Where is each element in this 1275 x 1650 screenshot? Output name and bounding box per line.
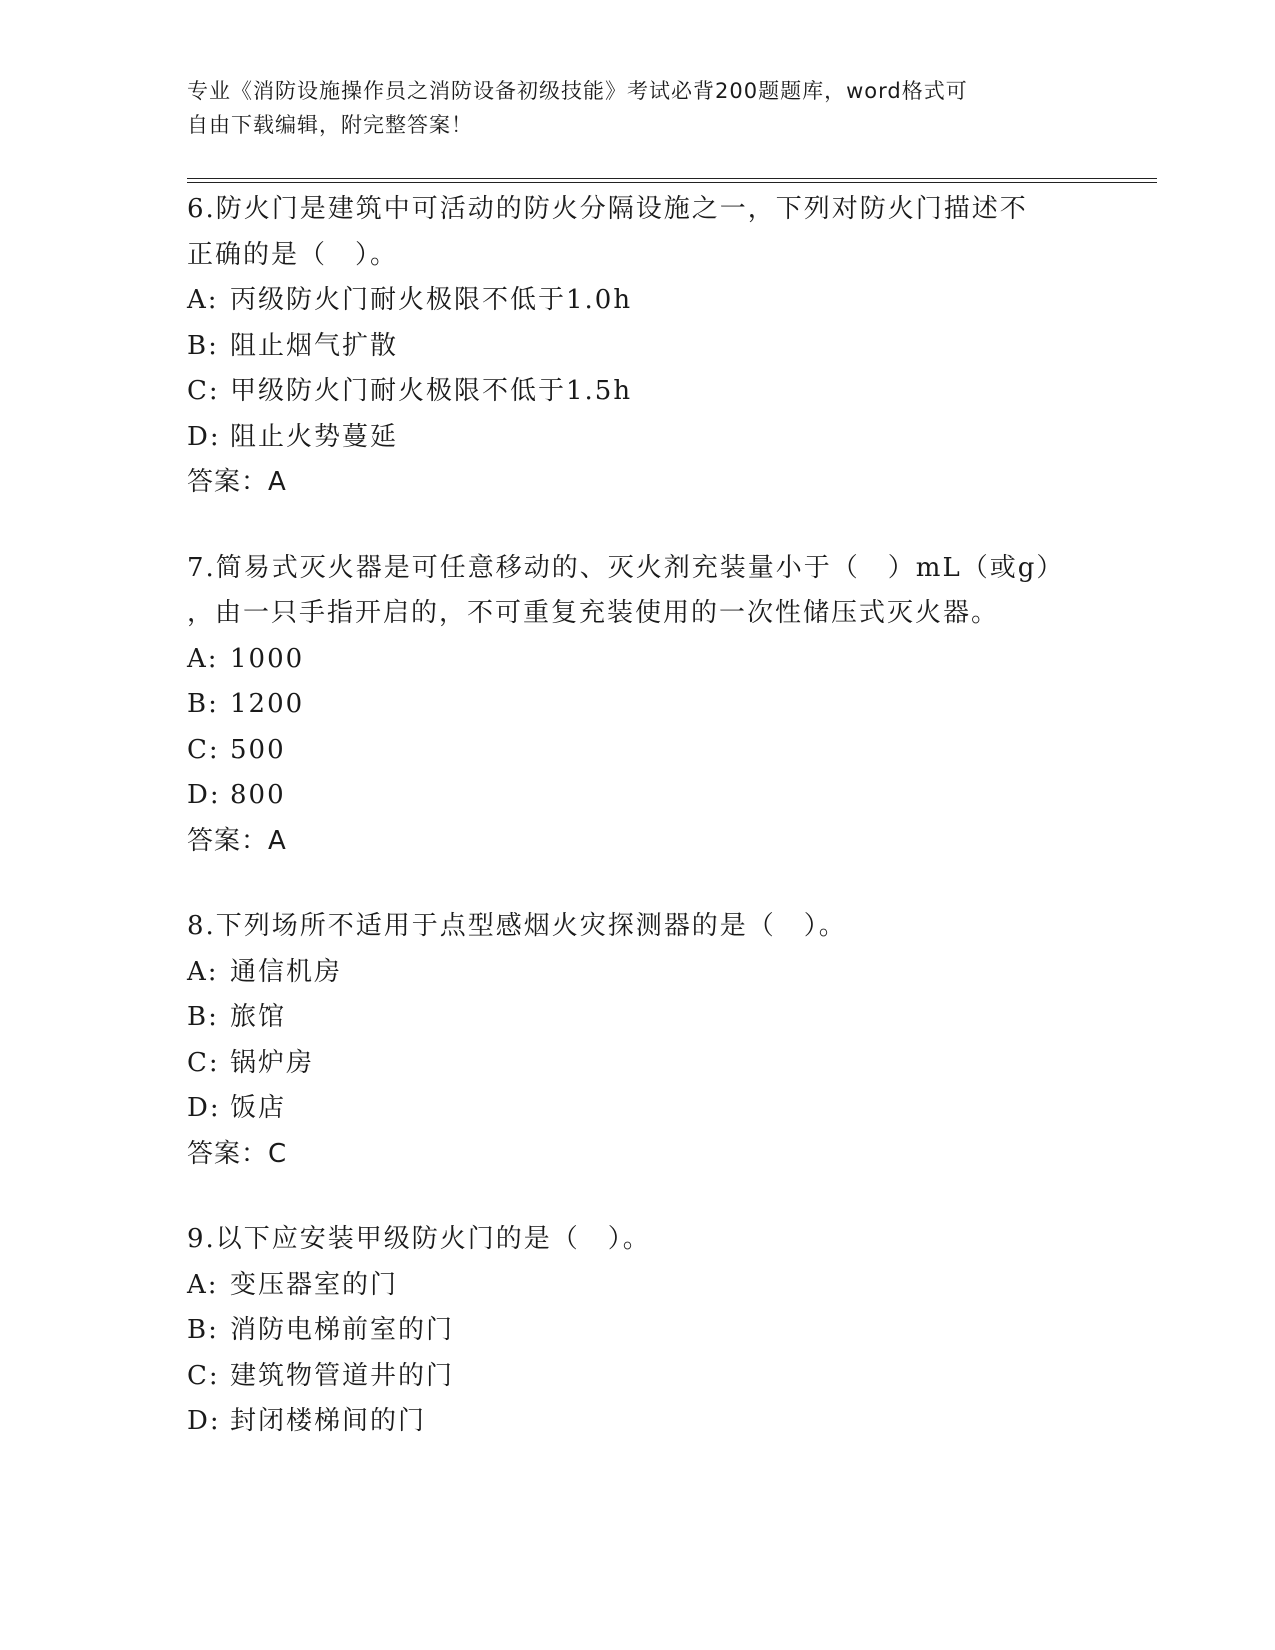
option-text: 1200: [230, 689, 305, 719]
answer-line: 答案：A: [187, 467, 287, 497]
option-label: C:: [187, 1047, 220, 1078]
header-line-1: 专业《消防设施操作员之消防设备初级技能》考试必背200题题库，word格式可: [187, 79, 968, 103]
option-label: B:: [187, 1315, 219, 1345]
option-label: B:: [187, 1002, 219, 1032]
option-a: [187, 637, 1087, 683]
option-c: [187, 1354, 1087, 1400]
option-a: [187, 950, 1087, 996]
option-label: D:: [187, 421, 221, 452]
option-text: 800: [230, 780, 286, 810]
option-text: 消防电梯前室的门: [230, 1315, 455, 1345]
option-text: 变压器室的门: [230, 1269, 399, 1300]
option-c: [187, 369, 1087, 415]
option-text: 锅炉房: [230, 1047, 315, 1078]
question-stem-line: ，由一只手指开启的，不可重复充装使用的一次性储压式灭火器。: [187, 598, 1000, 628]
option-d: [187, 1399, 1087, 1445]
option-text: 阻止烟气扩散: [230, 330, 399, 361]
option-label: D:: [187, 780, 221, 810]
page-header: [187, 74, 1067, 142]
option-label: D:: [187, 1406, 221, 1436]
option-label: A:: [187, 1269, 219, 1300]
option-label: C:: [187, 1360, 220, 1391]
option-label: C:: [187, 734, 220, 765]
option-label: B:: [187, 330, 219, 361]
option-text: 丙级防火门耐火极限不低于1.0h: [230, 285, 633, 315]
question-stem-line: 正确的是（ ）。: [187, 239, 399, 270]
option-text: 旅馆: [230, 1002, 287, 1032]
question-6: [187, 187, 1087, 506]
option-d: [187, 773, 1087, 819]
question-stem-line: 9.以下应安装甲级防火门的是（ ）。: [187, 1224, 651, 1254]
option-label: D:: [187, 1093, 221, 1123]
question-stem-line: 7.简易式灭火器是可任意移动的、灭火剂充装量小于（ ）mL（或g）: [187, 552, 1065, 583]
option-text: 建筑物管道井的门: [230, 1360, 455, 1391]
option-b: [187, 324, 1087, 370]
option-text: 封闭楼梯间的门: [230, 1406, 427, 1436]
option-b: [187, 682, 1087, 728]
option-text: 饭店: [230, 1093, 287, 1123]
option-c: [187, 1041, 1087, 1087]
header-line-2: 自由下载编辑，附完整答案！: [187, 113, 473, 137]
option-text: 500: [230, 734, 286, 765]
option-text: 通信机房: [230, 956, 343, 987]
option-c: [187, 728, 1087, 774]
option-text: 甲级防火门耐火极限不低于1.5h: [230, 376, 633, 406]
option-text: 阻止火势蔓延: [230, 421, 399, 452]
option-label: C:: [187, 376, 220, 406]
option-d: [187, 415, 1087, 461]
option-d: [187, 1086, 1087, 1132]
option-text: 1000: [230, 643, 305, 674]
option-a: [187, 1263, 1087, 1309]
answer-line: 答案：A: [187, 825, 287, 856]
question-list: [187, 187, 1087, 1485]
option-b: [187, 995, 1087, 1041]
option-b: [187, 1308, 1087, 1354]
option-label: A:: [187, 643, 219, 674]
answer-line: 答案：C: [187, 1138, 288, 1169]
option-label: B:: [187, 689, 219, 719]
header-double-rule: [187, 178, 1157, 183]
question-8: [187, 904, 1087, 1177]
option-label: A:: [187, 285, 219, 315]
question-stem-line: 6.防火门是建筑中可活动的防火分隔设施之一，下列对防火门描述不: [187, 194, 1028, 224]
question-7: [187, 546, 1087, 865]
question-9: [187, 1217, 1087, 1445]
option-label: A:: [187, 956, 219, 987]
option-a: [187, 278, 1087, 324]
question-stem-line: 8.下列场所不适用于点型感烟火灾探测器的是（ ）。: [187, 911, 847, 941]
